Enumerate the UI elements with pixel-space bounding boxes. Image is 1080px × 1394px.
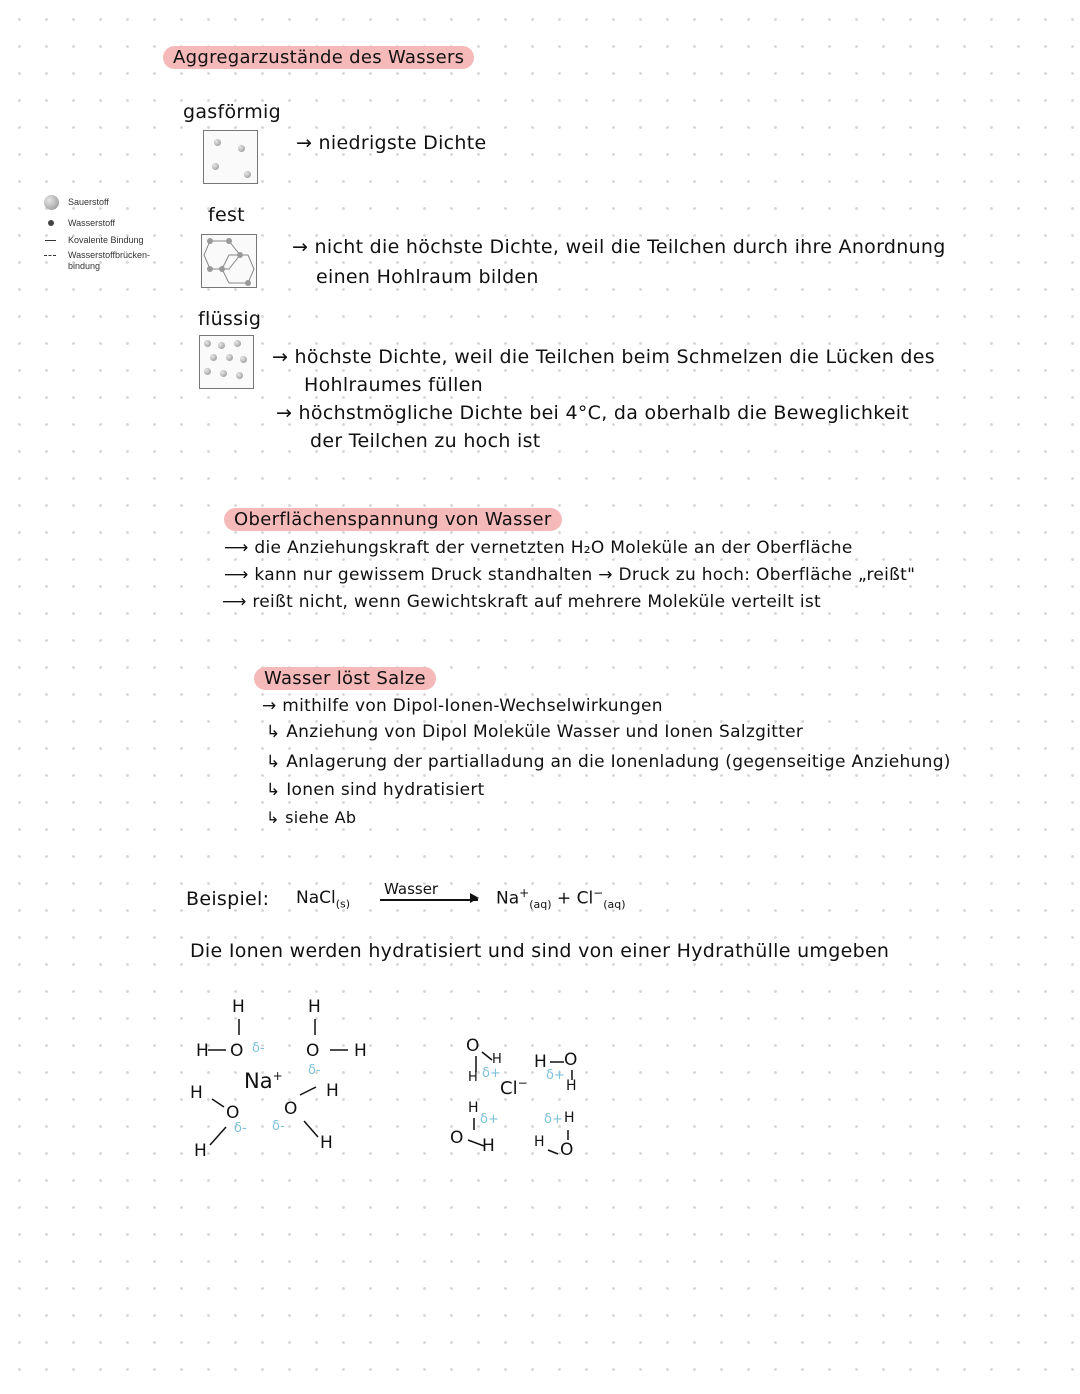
na-delta-4: δ-: [272, 1119, 285, 1134]
cl-o-3: O: [450, 1128, 464, 1148]
salts-line-4: ↳ Ionen sind hydratisiert: [266, 780, 485, 800]
product-plus: +: [556, 888, 572, 909]
salts-line-2: ↳ Anziehung von Dipol Moleküle Wasser und Ionen Salzgitter: [266, 722, 804, 742]
na-h-2: H: [196, 1041, 209, 1061]
na-hydration-diagram: [186, 995, 386, 1170]
legend-oxygen-label: Sauerstoff: [68, 197, 109, 207]
cl-ion-symbol: Cl: [500, 1078, 518, 1099]
cl-h-7: H: [564, 1110, 575, 1126]
liquid-density-note-2: Hohlraumes füllen: [304, 374, 483, 396]
salts-heading: Wasser löst Salze: [254, 667, 436, 690]
product-cl: Cl: [576, 888, 594, 909]
na-h-6: H: [194, 1141, 207, 1161]
cl-o-2: O: [564, 1050, 578, 1070]
reactant-formula: [296, 888, 350, 910]
legend-hydrogen-label: Wasserstoff: [68, 218, 116, 228]
na-o-1: O: [230, 1041, 244, 1061]
hydrogen-legend-icon: [48, 220, 54, 226]
reactant-state: (s): [335, 897, 351, 911]
na-ion-charge: +: [272, 1069, 283, 1083]
covalent-bond-legend-icon: [45, 240, 56, 241]
liquid-density-note-1: → höchste Dichte, weil die Teilchen beim Schmelzen die Lücken des: [272, 346, 935, 368]
salts-line-5: ↳ siehe Ab: [266, 808, 357, 827]
cl-ion-charge: −: [517, 1076, 528, 1090]
cl-h-6: H: [482, 1136, 495, 1156]
state-solid-label: fest: [208, 204, 245, 226]
hydrogen-bond-legend-icon: [44, 255, 56, 256]
cl-ion: [500, 1076, 528, 1099]
na-delta-1: δ-: [252, 1041, 265, 1056]
na-h-1: H: [232, 997, 245, 1017]
salts-line-1: → mithilfe von Dipol-Ionen-Wechselwirkungen: [262, 696, 663, 716]
product-cl-state: (aq): [603, 898, 626, 912]
cl-h-3: H: [534, 1052, 547, 1072]
na-h-8: H: [320, 1133, 333, 1153]
arrow-label: Wasser: [384, 880, 439, 898]
legend-hbond-label-1: Wasserstoffbrücken-: [68, 250, 151, 260]
na-delta-2: δ-: [308, 1063, 321, 1078]
cl-delta-1: δ+: [482, 1066, 501, 1081]
na-h-4: H: [354, 1041, 367, 1061]
legend-hbond-label-2: bindung: [68, 261, 101, 271]
solid-density-note-2: einen Hohlraum bilden: [316, 266, 539, 288]
surface-tension-heading: Oberflächenspannung von Wasser: [224, 508, 562, 531]
solid-density-note-1: → nicht die höchste Dichte, weil die Teilchen durch ihre Anordnung: [292, 236, 946, 258]
page-title: Aggregarzustände des Wassers: [163, 46, 474, 69]
cl-o-1: O: [466, 1036, 480, 1056]
product-na-state: (aq): [529, 898, 552, 912]
reaction-arrow-icon: [380, 899, 478, 902]
cl-h-2: H: [468, 1070, 478, 1085]
oxygen-legend-icon: [44, 195, 59, 210]
cl-o-4: O: [560, 1140, 574, 1160]
product-na-charge: +: [519, 886, 530, 900]
na-o-4: O: [284, 1099, 298, 1119]
liquid-density-note-3: → höchstmögliche Dichte bei 4°C, da oberhalb die Beweglichkeit: [276, 402, 910, 424]
cl-h-4: H: [566, 1078, 577, 1094]
na-o-3: O: [226, 1103, 240, 1123]
na-h-5: H: [190, 1083, 203, 1103]
product-formula: [496, 886, 626, 911]
surface-line-3: ⟶ reißt nicht, wenn Gewichtskraft auf mehrere Moleküle verteilt ist: [222, 592, 822, 612]
cl-hydration-diagram: [440, 1030, 600, 1165]
na-o-2: O: [306, 1041, 320, 1061]
gas-density-note: → niedrigste Dichte: [296, 132, 487, 154]
arrow-head-icon: [470, 893, 479, 903]
na-h-3: H: [308, 997, 321, 1017]
surface-line-2: ⟶ kann nur gewissem Druck standhalten → Druck zu hoch: Oberfläche „reißt": [224, 565, 916, 585]
cl-delta-2: δ+: [546, 1068, 565, 1083]
liquid-density-note-4: der Teilchen zu hoch ist: [310, 430, 541, 452]
na-ion: [244, 1069, 283, 1093]
cl-delta-4: δ+: [544, 1112, 563, 1127]
legend-covalent-label: Kovalente Bindung: [68, 235, 144, 245]
state-gas-label: gasförmig: [183, 101, 281, 123]
legend: [42, 193, 172, 283]
cl-h-5: H: [468, 1100, 479, 1116]
hydration-summary: Die Ionen werden hydratisiert und sind von einer Hydrathülle umgeben: [190, 940, 890, 962]
state-liquid-label: flüssig: [198, 308, 262, 330]
cl-h-1: H: [492, 1052, 502, 1067]
product-cl-charge: −: [593, 886, 604, 900]
solid-molecule-image: [201, 234, 257, 288]
na-delta-3: δ-: [234, 1121, 247, 1136]
na-ion-symbol: Na: [244, 1069, 273, 1093]
product-na: Na: [496, 888, 520, 909]
reactant-name: NaCl: [296, 888, 336, 908]
surface-line-1: ⟶ die Anziehungskraft der vernetzten H₂O Moleküle an der Oberfläche: [224, 538, 853, 558]
cl-delta-3: δ+: [480, 1112, 499, 1127]
na-h-7: H: [326, 1081, 339, 1101]
gas-molecule-image: [203, 130, 258, 184]
salts-line-3: ↳ Anlagerung der partialladung an die Ionenladung (gegenseitige Anziehung): [266, 752, 951, 772]
cl-h-8: H: [534, 1134, 545, 1150]
liquid-molecule-image: [199, 335, 254, 389]
example-label: Beispiel:: [186, 888, 270, 910]
